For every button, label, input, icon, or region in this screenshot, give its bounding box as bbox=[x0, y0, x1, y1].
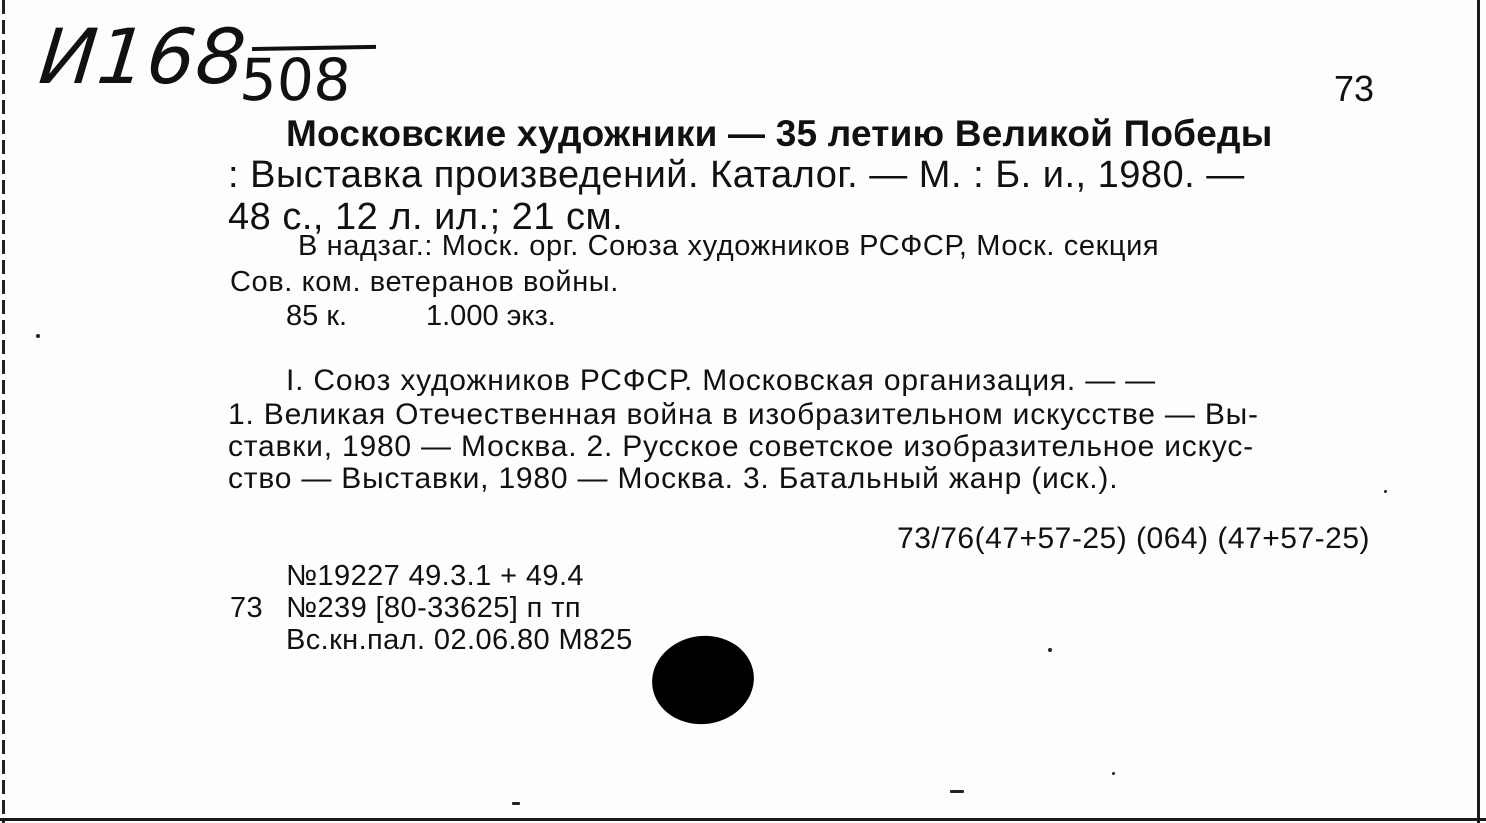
registry-line-1: №19227 49.3.1 + 49.4 bbox=[286, 560, 584, 592]
speck bbox=[512, 802, 520, 805]
handwritten-call-number: И168 bbox=[35, 12, 251, 101]
entry-imprint-line: : Выставка произведений. Каталог. — М. : Б. и., 1980. — bbox=[228, 154, 1245, 196]
page-code: 73 bbox=[1333, 68, 1374, 109]
speck bbox=[1112, 772, 1115, 775]
registry-line-3: Вс.кн.пал. 02.06.80 М825 bbox=[286, 624, 633, 656]
classification-code: 73/76(47+57-25) (064) (47+57-25) bbox=[897, 522, 1370, 555]
speck bbox=[1384, 490, 1387, 493]
entry-price: 85 к. bbox=[286, 300, 348, 332]
entry-note-line-2: Сов. ком. ветеранов войны. bbox=[230, 266, 619, 298]
entry-title: Московские художники — 35 летию Великой Победы bbox=[286, 113, 1273, 154]
entry-note-line-1: В надзаг.: Моск. орг. Союза художников РСФСР, Моск. секция bbox=[298, 230, 1160, 262]
subject-line-2: 1. Великая Отечественная война в изобразительном искусстве — Вы- bbox=[228, 398, 1259, 431]
punch-hole bbox=[646, 629, 759, 730]
registry-line-2-prefix: 73 bbox=[230, 592, 264, 624]
subject-line-3: ставки, 1980 — Москва. 2. Русское советское изобразительное искус- bbox=[228, 430, 1254, 463]
subject-line-4: ство — Выставки, 1980 — Москва. 3. Батальный жанр (иск.). bbox=[228, 462, 1119, 495]
speck bbox=[1048, 648, 1052, 652]
registry-line-2: №239 [80-33625] п тп bbox=[286, 592, 582, 624]
handwritten-shelf-number: 508 bbox=[237, 46, 354, 114]
speck bbox=[36, 334, 40, 338]
card-left-edge bbox=[2, 0, 5, 823]
card-right-edge bbox=[1477, 0, 1480, 823]
speck bbox=[950, 790, 964, 793]
subject-line-1: I. Союз художников РСФСР. Московская организация. — — bbox=[286, 364, 1156, 397]
entry-collation-line: 48 с., 12 л. ил.; 21 см. bbox=[228, 196, 624, 238]
entry-copies: 1.000 экз. bbox=[426, 300, 556, 332]
card-bottom-edge bbox=[0, 818, 1486, 821]
